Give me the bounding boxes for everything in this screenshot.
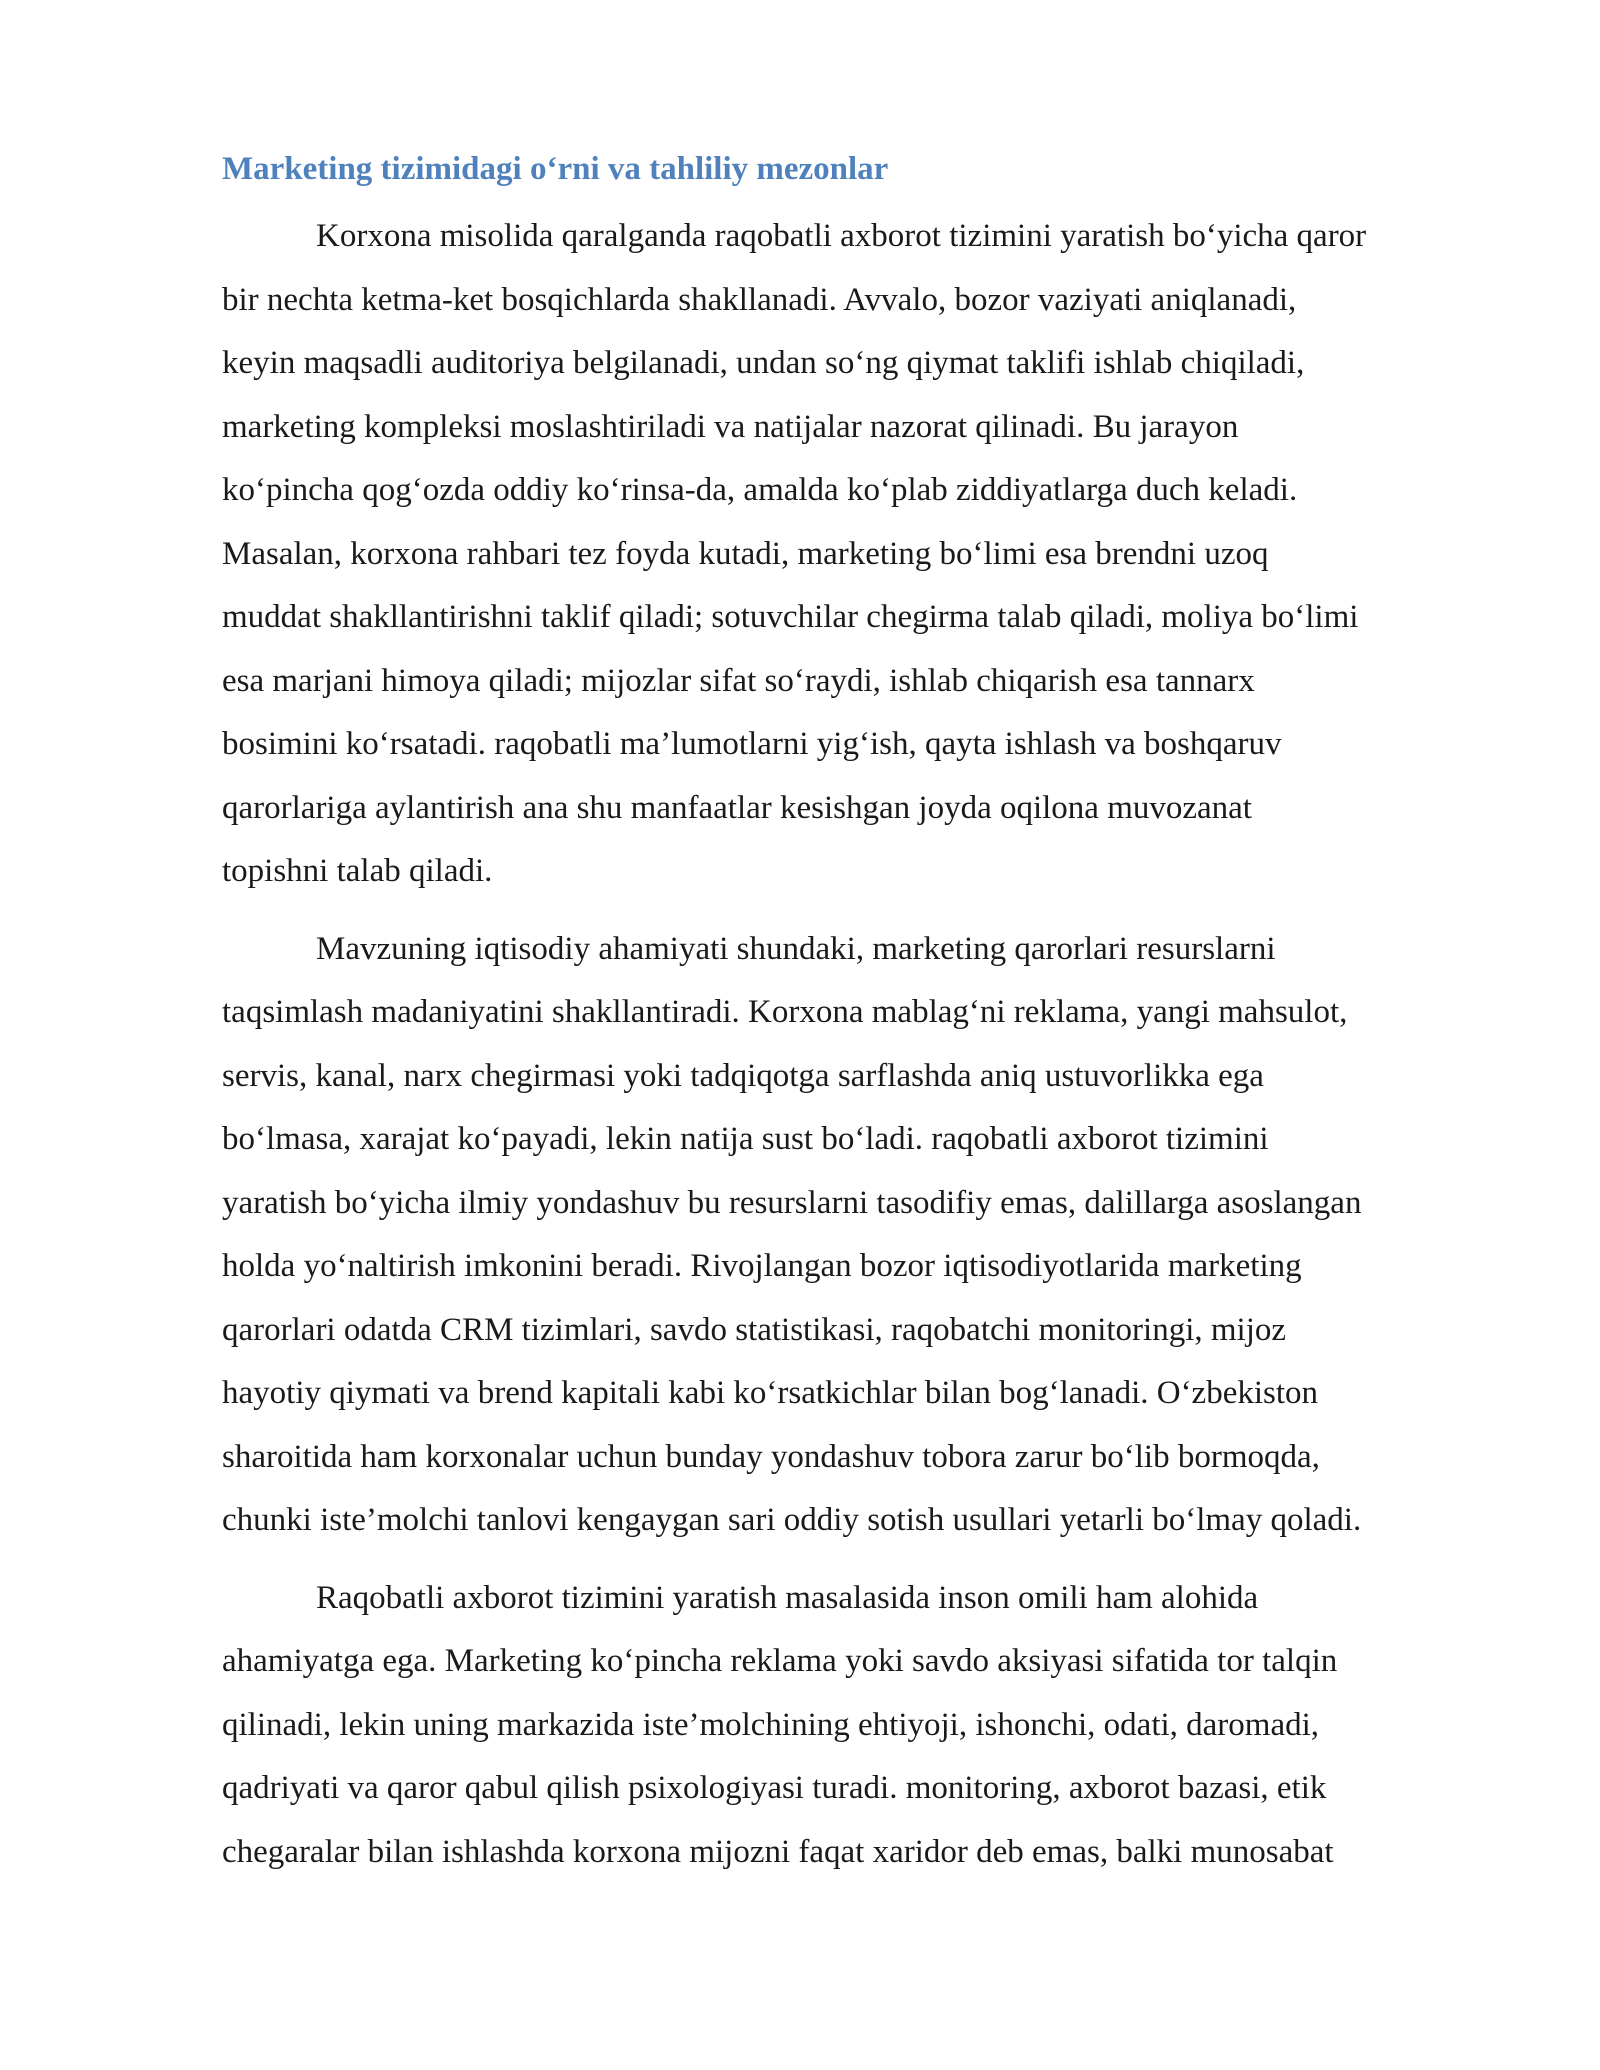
paragraph-2 xyxy=(222,918,1492,1553)
paragraph-line: holda yo‘naltirish imkonini beradi. Rivojlangan bozor iqtisodiyotlarida marketing xyxy=(222,1248,1302,1284)
paragraph-line: muddat shakllantirishni taklif qiladi; sotuvchilar chegirma talab qiladi, moliya bo‘limi xyxy=(222,599,1359,635)
paragraph-1 xyxy=(222,205,1492,904)
paragraph-line: bo‘lmasa, xarajat ko‘payadi, lekin natija sust bo‘ladi. raqobatli axborot tizimini xyxy=(222,1121,1269,1157)
paragraph-line: hayotiy qiymati va brend kapitali kabi ko‘rsatkichlar bilan bog‘lanadi. O‘zbekiston xyxy=(222,1375,1319,1411)
paragraph-line: Masalan, korxona rahbari tez foyda kutadi, marketing bo‘limi esa brendni uzoq xyxy=(222,535,1269,572)
paragraph-line: sharoitida ham korxonalar uchun bunday yondashuv tobora zarur bo‘lib bormoqda, xyxy=(222,1438,1320,1475)
document-page xyxy=(222,145,1492,1898)
paragraph-line: bir nechta ketma-ket bosqichlarda shakllanadi. Avvalo, bozor vaziyati aniqlanadi, xyxy=(222,281,1297,318)
paragraph-line: chunki iste’molchi tanlovi kengaygan sari oddiy sotish usullari yetarli bo‘lmay qoladi. xyxy=(222,1502,1362,1538)
paragraph-line: topishni talab qiladi. xyxy=(222,853,493,889)
paragraph-line: Mavzuning iqtisodiy ahamiyati shundaki, marketing qarorlari resurslarni xyxy=(316,930,1276,967)
paragraph-line: Raqobatli axborot tizimini yaratish masalasida inson omili ham alohida xyxy=(316,1579,1259,1616)
paragraph-line: taqsimlash madaniyatini shakllantiradi. Korxona mablag‘ni reklama, yangi mahsulot, xyxy=(222,994,1348,1030)
paragraph-line: keyin maqsadli auditoriya belgilanadi, undan so‘ng qiymat taklifi ishlab chiqiladi, xyxy=(222,345,1305,381)
paragraph-line: chegaralar bilan ishlashda korxona mijozni faqat xaridor deb emas, balki munosabat xyxy=(222,1833,1334,1870)
paragraph-line: ko‘pincha qog‘ozda oddiy ko‘rinsa-da, amalda ko‘plab ziddiyatlarga duch keladi. xyxy=(222,472,1298,508)
paragraph-line: esa marjani himoya qiladi; mijozlar sifat so‘raydi, ishlab chiqarish esa tannarx xyxy=(222,662,1255,699)
paragraph-line: servis, kanal, narx chegirmasi yoki tadqiqotga sarflashda aniq ustuvorlikka ega xyxy=(222,1057,1264,1094)
paragraph-line: ahamiyatga ega. Marketing ko‘pincha reklama yoki savdo aksiyasi sifatida tor talqin xyxy=(222,1643,1338,1679)
paragraph-line: qadriyati va qaror qabul qilish psixologiyasi turadi. monitoring, axborot bazasi, etik xyxy=(222,1770,1327,1806)
paragraph-line: marketing kompleksi moslashtiriladi va natijalar nazorat qilinadi. Bu jarayon xyxy=(222,408,1239,445)
paragraph-line: qarorlari odatda CRM tizimlari, savdo statistikasi, raqobatchi monitoringi, mijoz xyxy=(222,1311,1287,1348)
paragraph-line: Korxona misolida qaralganda raqobatli axborot tizimini yaratish bo‘yicha qaror xyxy=(316,218,1367,254)
section-heading: Marketing tizimidagi o‘rni va tahliliy mezonlar xyxy=(222,151,889,187)
paragraph-line: bosimini ko‘rsatadi. raqobatli ma’lumotlarni yig‘ish, qayta ishlash va boshqaruv xyxy=(222,726,1282,762)
paragraph-3 xyxy=(222,1567,1492,1885)
paragraph-line: qilinadi, lekin uning markazida iste’molchining ehtiyoji, ishonchi, odati, daromadi, xyxy=(222,1706,1320,1743)
paragraph-line: yaratish bo‘yicha ilmiy yondashuv bu resurslarni tasodifiy emas, dalillarga asoslangan xyxy=(222,1184,1362,1221)
paragraph-line: qarorlariga aylantirish ana shu manfaatlar kesishgan joyda oqilona muvozanat xyxy=(222,789,1252,826)
